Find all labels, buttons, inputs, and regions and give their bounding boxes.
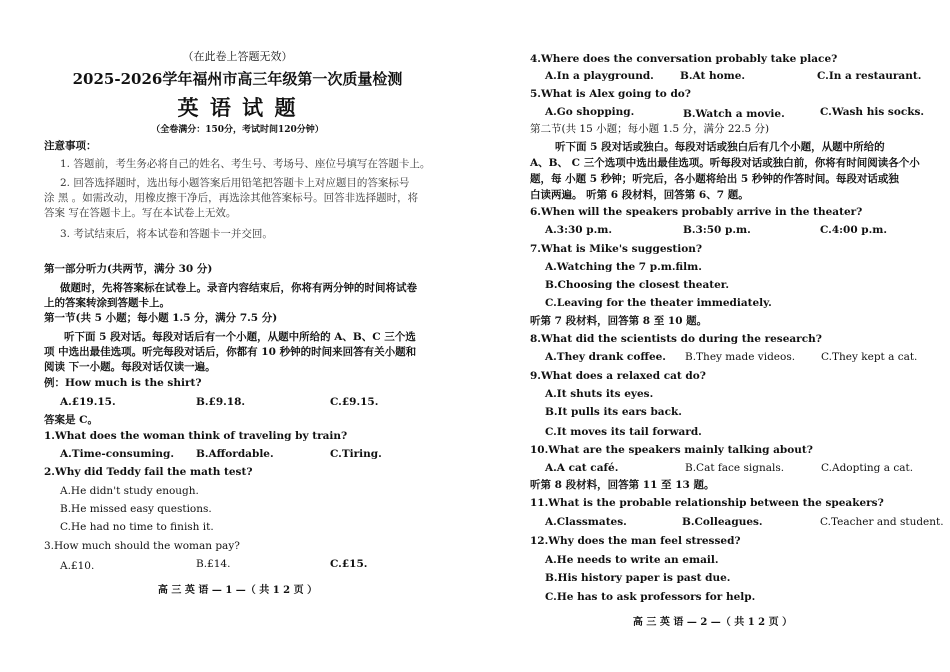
q4-option-c: C.In a restaurant. — [817, 70, 922, 82]
section1-desc-b: 项 中选出最佳选项。听完每段对话后，你都有 10 秒钟的时间来回答有关小题和 — [44, 346, 417, 358]
q5-option-a: A.Go shopping. — [545, 106, 635, 118]
section2-desc-b: A、B、 C 三个选项中选出最佳选项。听每段对话或独白前，你将有时间阅读各个小 — [530, 157, 920, 169]
q7-option-c: C.Leaving for the theater immediately. — [545, 297, 772, 309]
q1-option-c: C.Tiring. — [330, 448, 382, 460]
section2-desc-c: 题，每 小题 5 秒钟；听完后，各小题将给出 5 秒钟的作答时间。每段对话或独 — [530, 173, 899, 185]
notice-heading: 注意事项： — [44, 140, 97, 152]
question-7: 7.What is Mike's suggestion? — [530, 243, 703, 255]
q9-option-a: A.It shuts its eyes. — [545, 388, 654, 400]
question-3: 3.How much should the woman pay? — [44, 540, 240, 552]
question-9: 9.What does a relaxed cat do? — [530, 370, 706, 382]
q2-option-b: B.He missed easy questions. — [60, 503, 212, 515]
q9-option-c: C.It moves its tail forward. — [545, 426, 702, 438]
example-question: 例：How much is the shirt? — [44, 377, 202, 389]
question-8: 8.What did the scientists do during the research? — [530, 333, 822, 345]
example-option-a: A.£19.15. — [60, 396, 116, 408]
question-2: 2.Why did Teddy fail the math test? — [44, 466, 253, 478]
q7-option-a: A.Watching the 7 p.m.film. — [545, 261, 702, 273]
section1-desc-a: 听下面 5 段对话。每段对话后有一个小题，从题中所给的 A、B、C 三个选 — [64, 331, 416, 343]
q9-option-b: B.It pulls its ears back. — [545, 406, 682, 418]
question-4: 4.Where does the conversation probably take place? — [530, 53, 838, 65]
question-1: 1.What does the woman think of traveling by train? — [44, 430, 348, 442]
q5-option-b: B.Watch a movie. — [683, 108, 785, 120]
q5-option-c: C.Wash his socks. — [820, 106, 925, 118]
q10-option-a: A.A cat café. — [545, 462, 619, 474]
section1-desc-c: 阅读 下一小题。每段对话仅读一遍。 — [44, 361, 216, 373]
q6-option-a: A.3:30 p.m. — [545, 224, 613, 236]
notice-item-2a: 2. 回答选择题时，选出每小题答案后用铅笔把答题卡上对应题目的答案标号 — [60, 177, 410, 189]
example-answer: 答案是 C。 — [44, 414, 99, 426]
section2-heading: 第二节(共 15 小题；每小题 1.5 分，满分 22.5 分) — [530, 123, 770, 135]
example-option-b: B.£9.18. — [196, 396, 246, 408]
header-note: （在此卷上答题无效） — [182, 50, 293, 63]
q4-option-a: A.In a playground. — [545, 70, 654, 82]
question-6: 6.When will the speakers probably arrive in the theater? — [530, 206, 863, 218]
q8-option-a: A.They drank coffee. — [545, 351, 666, 363]
q12-option-b: B.His history paper is past due. — [545, 572, 731, 584]
q11-option-c: C.Teacher and student. — [820, 516, 944, 528]
listen-material-7: 听第 7 段材料，回答第 8 至 10 题。 — [530, 315, 708, 327]
score-note: （全卷满分：150分，考试时间120分钟） — [151, 125, 324, 135]
page-footer-1: 高 三 英 语 — 1 —（ 共 1 2 页 ） — [157, 585, 318, 596]
q12-option-a: A.He needs to write an email. — [545, 554, 719, 566]
q3-option-b: B.£14. — [196, 558, 231, 570]
notice-item-3: 3. 考试结束后，将本试卷和答题卡一并交回。 — [60, 228, 273, 240]
section2-desc-d: 白读两遍。 听第 6 段材料，回答第 6、7 题。 — [530, 189, 749, 201]
q2-option-c: C.He had no time to finish it. — [60, 521, 214, 533]
q8-option-b: B.They made videos. — [685, 351, 796, 363]
question-12: 12.Why does the man feel stressed? — [530, 535, 741, 547]
notice-item-2c: 答案 写在答题卡上。写在本试卷上无效。 — [44, 207, 237, 219]
part1-desc-b: 上的答案转涂到答题卡上。 — [44, 297, 170, 309]
q1-option-b: B.Affordable. — [196, 448, 274, 460]
part1-heading: 第一部分听力(共两节，满分 30 分) — [44, 263, 213, 275]
listen-material-8: 听第 8 段材料，回答第 11 至 13 题。 — [530, 479, 715, 491]
q3-option-c: C.£15. — [330, 558, 368, 570]
question-10: 10.What are the speakers mainly talking about? — [530, 444, 813, 456]
q3-option-a: A.£10. — [60, 560, 95, 572]
q7-option-b: B.Choosing the closest theater. — [545, 279, 729, 291]
notice-item-1: 1. 答题前，考生务必将自己的姓名、考生号、考场号、座位号填写在答题卡上。 — [60, 158, 431, 170]
q8-option-c: C.They kept a cat. — [821, 351, 918, 363]
q2-option-a: A.He didn't study enough. — [60, 485, 199, 497]
q10-option-c: C.Adopting a cat. — [821, 462, 914, 474]
part1-desc-a: 做题时，先将答案标在试卷上。录音内容结束后，你将有两分钟的时间将试卷 — [60, 282, 417, 294]
q6-option-c: C.4:00 p.m. — [820, 224, 888, 236]
example-option-c: C.£9.15. — [330, 396, 379, 408]
section2-desc-a: 听下面 5 段对话或独白。每段对话或独白后有几个小题，从题中所给的 — [555, 141, 885, 153]
q11-option-a: A.Classmates. — [545, 516, 627, 528]
page-footer-2: 高 三 英 语 — 2 —（ 共 1 2 页 ） — [632, 617, 793, 628]
q11-option-b: B.Colleagues. — [682, 516, 763, 528]
q1-option-a: A.Time-consuming. — [60, 448, 175, 460]
right-page — [475, 0, 950, 672]
q10-option-b: B.Cat face signals. — [685, 462, 785, 474]
q6-option-b: B.3:50 p.m. — [683, 224, 751, 236]
exam-title: 2025-2026学年福州市高三年级第一次质量检测 — [72, 70, 403, 88]
question-11: 11.What is the probable relationship between the speakers? — [530, 497, 884, 509]
q12-option-c: C.He has to ask professors for help. — [545, 591, 756, 603]
subject-title: 英 语 试 题 — [177, 95, 298, 120]
section1-heading: 第一节(共 5 小题；每小题 1.5 分，满分 7.5 分) — [44, 312, 278, 324]
q4-option-b: B.At home. — [680, 70, 746, 82]
question-5: 5.What is Alex going to do? — [530, 88, 691, 100]
notice-item-2b: 涂 黑 。如需改动，用橡皮擦干净后，再选涂其他答案标号。回答非选择题时，将 — [44, 192, 419, 204]
